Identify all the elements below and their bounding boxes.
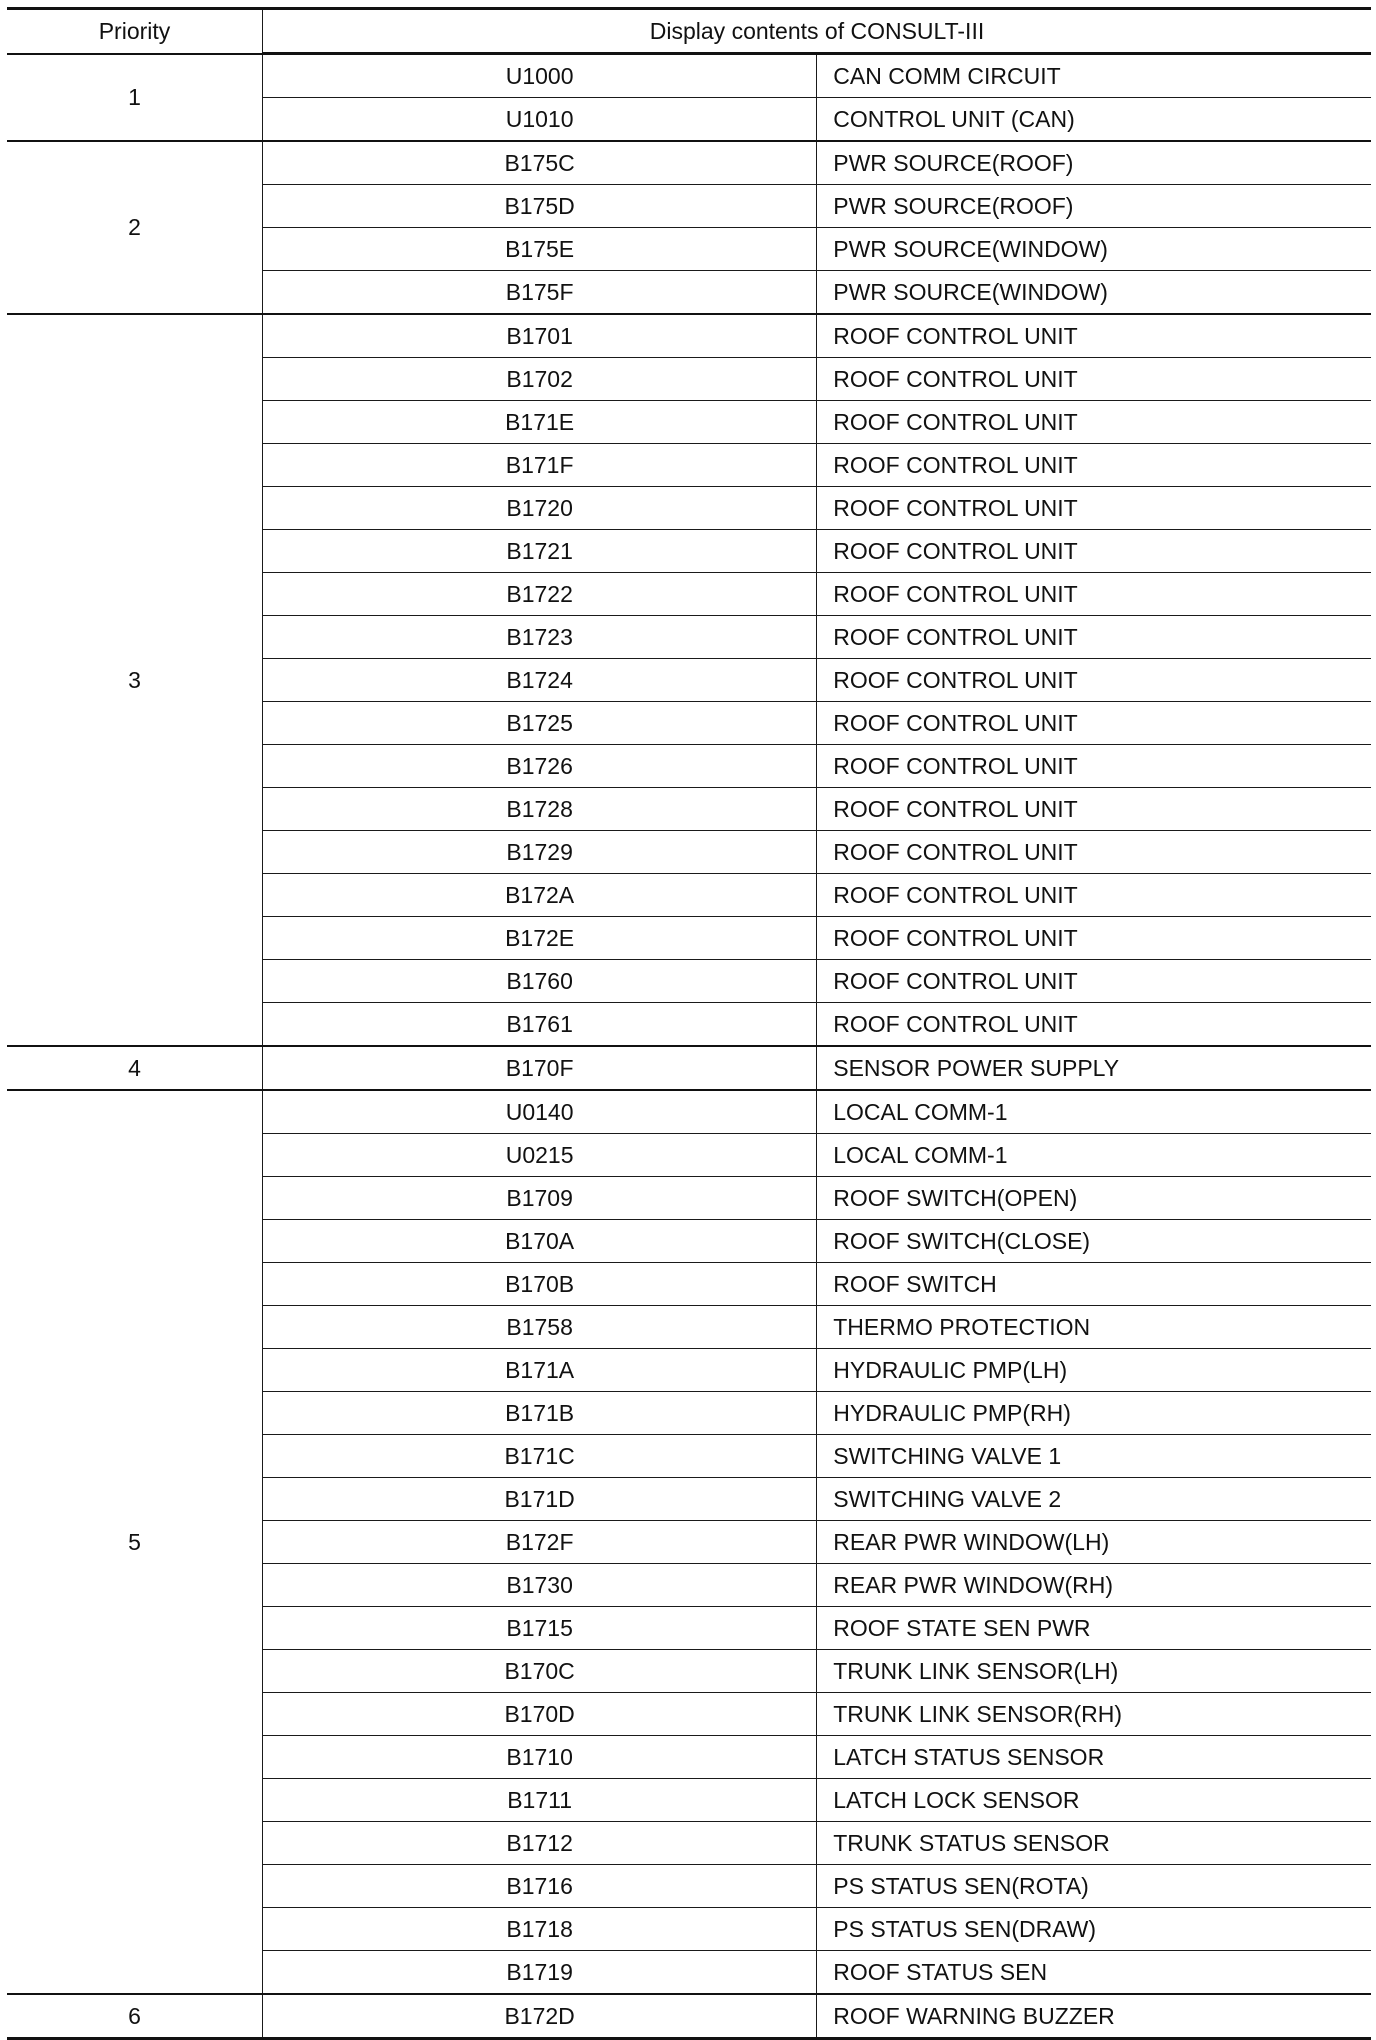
display-content-cell: SWITCHING VALVE 1 [817, 1435, 1371, 1478]
dtc-code-cell: B171F [263, 444, 817, 487]
display-content-cell: ROOF CONTROL UNIT [817, 530, 1371, 573]
display-content-cell: ROOF CONTROL UNIT [817, 487, 1371, 530]
display-content-cell: LATCH LOCK SENSOR [817, 1779, 1371, 1822]
dtc-code-cell: B170C [263, 1650, 817, 1693]
display-content-cell: ROOF SWITCH(CLOSE) [817, 1220, 1371, 1263]
dtc-code-cell: U1000 [263, 54, 817, 98]
priority-cell: 3 [7, 314, 263, 1046]
display-content-cell: PS STATUS SEN(ROTA) [817, 1865, 1371, 1908]
dtc-code-cell: B1758 [263, 1306, 817, 1349]
table-row [7, 141, 1371, 185]
display-content-cell: PWR SOURCE(WINDOW) [817, 271, 1371, 315]
header-row [7, 9, 1371, 54]
display-content-cell: SENSOR POWER SUPPLY [817, 1046, 1371, 1090]
dtc-code-cell: B1725 [263, 702, 817, 745]
display-content-cell: TRUNK LINK SENSOR(RH) [817, 1693, 1371, 1736]
dtc-code-cell: B171C [263, 1435, 817, 1478]
display-content-cell: THERMO PROTECTION [817, 1306, 1371, 1349]
display-content-cell: LOCAL COMM-1 [817, 1090, 1371, 1134]
priority-cell: 2 [7, 141, 263, 314]
display-content-cell: ROOF CONTROL UNIT [817, 874, 1371, 917]
dtc-code-cell: B1701 [263, 314, 817, 358]
display-content-cell: ROOF WARNING BUZZER [817, 1994, 1371, 2039]
display-content-cell: ROOF STATUS SEN [817, 1951, 1371, 1995]
dtc-code-cell: B1730 [263, 1564, 817, 1607]
display-content-cell: ROOF CONTROL UNIT [817, 444, 1371, 487]
priority-cell: 4 [7, 1046, 263, 1090]
dtc-code-cell: B1709 [263, 1177, 817, 1220]
display-content-cell: ROOF CONTROL UNIT [817, 702, 1371, 745]
dtc-code-cell: B175C [263, 141, 817, 185]
display-content-cell: LOCAL COMM-1 [817, 1134, 1371, 1177]
display-content-cell: PWR SOURCE(WINDOW) [817, 228, 1371, 271]
dtc-code-cell: B1711 [263, 1779, 817, 1822]
display-content-cell: ROOF CONTROL UNIT [817, 788, 1371, 831]
display-content-cell: ROOF CONTROL UNIT [817, 831, 1371, 874]
dtc-code-cell: B170F [263, 1046, 817, 1090]
display-content-cell: PWR SOURCE(ROOF) [817, 185, 1371, 228]
display-content-cell: ROOF CONTROL UNIT [817, 960, 1371, 1003]
table-body [7, 54, 1371, 2039]
table-header [7, 9, 1371, 54]
dtc-code-cell: B170B [263, 1263, 817, 1306]
display-content-cell: ROOF CONTROL UNIT [817, 358, 1371, 401]
dtc-code-cell: B172F [263, 1521, 817, 1564]
display-content-cell: ROOF CONTROL UNIT [817, 659, 1371, 702]
dtc-code-cell: B175D [263, 185, 817, 228]
display-content-cell: ROOF CONTROL UNIT [817, 401, 1371, 444]
table-row [7, 54, 1371, 98]
dtc-code-cell: B1710 [263, 1736, 817, 1779]
display-content-cell: ROOF STATE SEN PWR [817, 1607, 1371, 1650]
dtc-code-cell: B175E [263, 228, 817, 271]
display-content-cell: ROOF CONTROL UNIT [817, 917, 1371, 960]
display-content-cell: PS STATUS SEN(DRAW) [817, 1908, 1371, 1951]
dtc-code-cell: B1724 [263, 659, 817, 702]
priority-cell: 1 [7, 54, 263, 142]
dtc-code-cell: B172A [263, 874, 817, 917]
dtc-code-cell: B1723 [263, 616, 817, 659]
dtc-code-cell: B171D [263, 1478, 817, 1521]
display-content-cell: ROOF CONTROL UNIT [817, 1003, 1371, 1047]
dtc-code-cell: B1728 [263, 788, 817, 831]
dtc-code-cell: B170D [263, 1693, 817, 1736]
dtc-code-cell: B1729 [263, 831, 817, 874]
dtc-code-cell: B171B [263, 1392, 817, 1435]
display-content-cell: HYDRAULIC PMP(LH) [817, 1349, 1371, 1392]
dtc-code-cell: B172D [263, 1994, 817, 2039]
dtc-code-cell: B170A [263, 1220, 817, 1263]
display-content-cell: ROOF SWITCH(OPEN) [817, 1177, 1371, 1220]
dtc-code-cell: B172E [263, 917, 817, 960]
dtc-code-cell: U0140 [263, 1090, 817, 1134]
display-content-cell: LATCH STATUS SENSOR [817, 1736, 1371, 1779]
display-contents-header: Display contents of CONSULT-III [263, 9, 1372, 54]
display-content-cell: CONTROL UNIT (CAN) [817, 98, 1371, 142]
display-content-cell: PWR SOURCE(ROOF) [817, 141, 1371, 185]
dtc-code-cell: B1718 [263, 1908, 817, 1951]
dtc-code-cell: B175F [263, 271, 817, 315]
display-content-cell: REAR PWR WINDOW(RH) [817, 1564, 1371, 1607]
display-content-cell: HYDRAULIC PMP(RH) [817, 1392, 1371, 1435]
display-content-cell: ROOF CONTROL UNIT [817, 314, 1371, 358]
dtc-code-cell: B1712 [263, 1822, 817, 1865]
priority-cell: 5 [7, 1090, 263, 1994]
dtc-code-cell: U1010 [263, 98, 817, 142]
display-content-cell: ROOF CONTROL UNIT [817, 745, 1371, 788]
dtc-code-cell: B171E [263, 401, 817, 444]
dtc-code-cell: B1760 [263, 960, 817, 1003]
display-content-cell: TRUNK LINK SENSOR(LH) [817, 1650, 1371, 1693]
display-content-cell: REAR PWR WINDOW(LH) [817, 1521, 1371, 1564]
dtc-code-cell: B1716 [263, 1865, 817, 1908]
priority-cell: 6 [7, 1994, 263, 2039]
table-row [7, 1090, 1371, 1134]
dtc-code-cell: B171A [263, 1349, 817, 1392]
dtc-code-cell: B1761 [263, 1003, 817, 1047]
display-content-cell: SWITCHING VALVE 2 [817, 1478, 1371, 1521]
table-row [7, 1046, 1371, 1090]
dtc-code-cell: B1715 [263, 1607, 817, 1650]
dtc-priority-table [7, 7, 1371, 2040]
display-content-cell: TRUNK STATUS SENSOR [817, 1822, 1371, 1865]
dtc-code-cell: B1719 [263, 1951, 817, 1995]
dtc-code-cell: B1720 [263, 487, 817, 530]
dtc-code-cell: U0215 [263, 1134, 817, 1177]
table-row [7, 314, 1371, 358]
display-content-cell: CAN COMM CIRCUIT [817, 54, 1371, 98]
dtc-code-cell: B1726 [263, 745, 817, 788]
dtc-code-cell: B1721 [263, 530, 817, 573]
dtc-code-cell: B1722 [263, 573, 817, 616]
display-content-cell: ROOF SWITCH [817, 1263, 1371, 1306]
display-content-cell: ROOF CONTROL UNIT [817, 616, 1371, 659]
dtc-code-cell: B1702 [263, 358, 817, 401]
display-content-cell: ROOF CONTROL UNIT [817, 573, 1371, 616]
priority-header: Priority [7, 9, 263, 54]
